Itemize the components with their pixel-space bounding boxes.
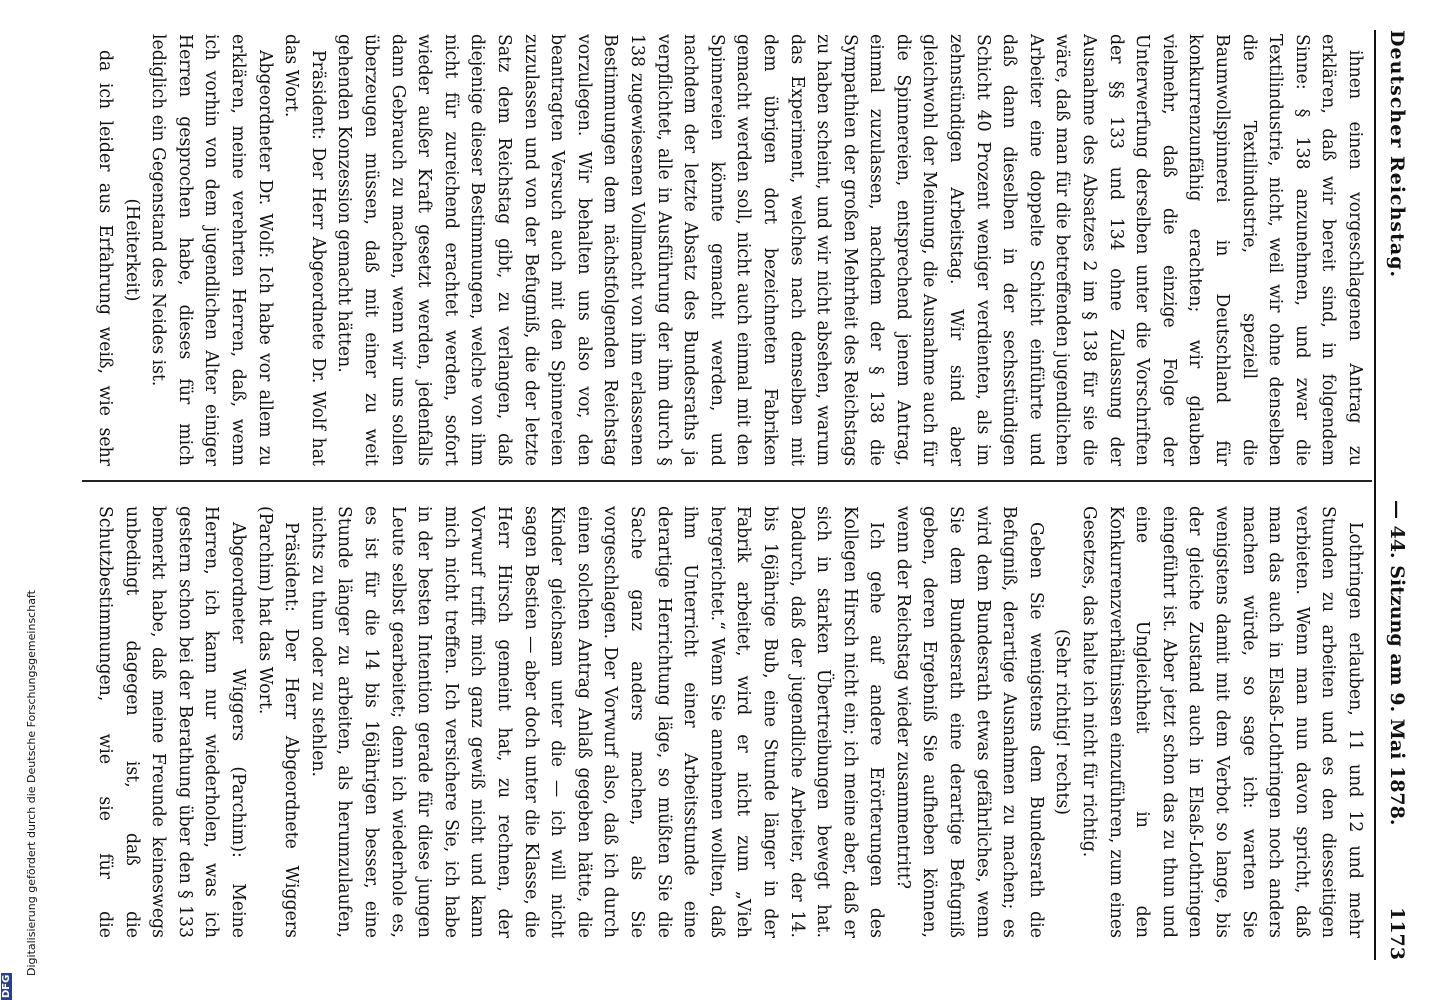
column-divider xyxy=(82,480,1372,482)
speaker-paragraph: Abgeordneter Dr. Wolf: Ich habe vor allem zu erklären, meine verehrten Herren, daß, wenn ich vorhin von dem jugendlichen Alter einiger Herren gesprochen habe, dieses für mich lediglich ein Gegenstand des Neides ist. xyxy=(148,34,275,466)
header-rule xyxy=(1374,30,1376,960)
header-title: Deutscher Reichstag. xyxy=(1386,30,1408,279)
header-session: — 44. Sitzung am 9. Mai 1878. xyxy=(1386,500,1408,826)
interjection: (Sehr richtig! rechts) xyxy=(1052,628,1073,816)
paragraph: ihnen einen vorgeschlagenen Antrag zu erklären, daß wir bereit sind, in folgendem Sinne: § 138 anzunehmen, und zwar die Textilindustrie, nicht, weil wir ohne denselben die Textilindustrie, speziell die Baumwollspinnerei in Deutschland für konkurrenzunfähig erachten; wir glauben vielmehr, daß die einzige Folge der Unterwerfung derselben unter die Vorschriften der §§ 133 und 134 ohne Zulassung der Ausnahme des Absatzes 2 im § 138 für sie die wäre, daß man für die betreffenden jugendlichen Arbeiter eine doppelte Schicht einführte und daß dann dieselben in der sechsstündigen Schicht 40 Prozent weniger verdienten, als im zehnstündigen Arbeitstag. Wir sind aber gleichwohl der Meinung, die Ausnahme auch für die Spinnereien, entsprechend jenem Antrag, einmal zuzulassen, nachdem der § 138 die Sympathien der großen Mehrheit des Reichstags zu haben scheint, und wir nicht absehen, warum das Experiment, welches nach demselben mit dem übrigen dort bezeichneten Fabriken gemacht werden soll, nicht auch einmal mit den Spinnereien könnte gemacht werden, und nachdem der letzte Absatz des Bundesraths ja verpflichtet, alle in Ausführung der ihm durch § 138 zugewiesenen Vollmacht von ihm erlassenen Bestimmungen dem nächstfolgenden Reichstag vorzulegen. Wir behalten uns also vor, den beantragten Versuch auch mit den Spinnereien zuzulassen und von der Befugniß, die der letzte Satz dem Reichstag gibt, zu verlangen, daß diejenige dieser Bestimmungen, welche von ihm nicht für zureichend erachtet werden, sofort wieder außer Kraft gesetzt werden, jedenfalls dann Gebrauch zu machen, wenn wir uns sollen überzeugen müssen, daß mit einer zu weit gehenden Konzession gemacht hätten. xyxy=(334,34,1365,466)
dfg-logo: DFG xyxy=(1,974,12,998)
speaker-paragraph: Präsident: Der Herr Abgeordnete Wiggers (Parchim) hat das Wort. xyxy=(254,506,302,938)
interjection: (Heiterkeit) xyxy=(121,198,142,302)
paragraph: Ich gehe auf andere Erörterungen des Kollegen Hirsch nicht ein; ich meine aber, daß er sich in starken Übertreibungen bewegt hat. Dadurch, daß der jugendliche Arbeiter, der 14. bis 16jährige Bub, eine Stunde länger in der Fabrik arbeitet, wird er nicht zum „Vieh hergerichtet.“ Wenn Sie annehmen wollten, daß ihm Unterricht einer Arbeitsstunde eine derartige Herrichtung läge, so müßten Sie die Sache ganz anders machen, als Sie vorgeschlagen. Der Vorwurf also, daß ich durch einen solchen Antrag Anlaß gegeben hätte, die Kinder gleichsam unter die — ich will nicht sagen Bestien — aber doch unter die Klasse, die Herr Hirsch gemeint hat, zu rechnen, der Vorwurf trifft mich ganz gewiß nicht und kann mich nicht treffen. Ich versichere Sie, ich habe in der besten Intention gerade für diese jungen Leute selbst gearbeitet; denn ich wiederhole es, es ist für die 14 bis 16jährigen besser, eine Stunde länger zu arbeiten, als herumzulaufen, nichts zu thun oder zu stehlen. xyxy=(307,506,887,938)
credit-text: Digitalisierung gefördert durch die Deutsche Forschungsgemeinschaft xyxy=(25,590,38,976)
page-number: 1173 xyxy=(1386,907,1408,960)
left-column xyxy=(88,34,1368,466)
right-column xyxy=(88,506,1368,938)
paragraph: Geben Sie wenigstens dem Bundesrath die Befugniß, derartige Ausnahmen zu machen; es wird dem Bundesrath etwas gefährliches, wenn Sie dem Bundesrath eine derartige Befugniß geben, deren Ergebniß Sie aufheben können, wenn der Reichstag wieder zusammentritt? xyxy=(892,506,1046,938)
page-header xyxy=(1380,30,1408,960)
digitization-credit xyxy=(1,590,38,1000)
speaker-paragraph: Präsident: Der Herr Abgeordnete Dr. Wolf hat das Wort. xyxy=(281,34,328,466)
speaker-paragraph: Abgeordneter Wiggers (Parchim): Meine Herren, ich kann nur wiederholen, was ich gestern schon bei der Berathung über den § 133 bemerkt habe, daß meine Freunde keineswegs unbedingt dagegen ist, daß die Schutzbestimmungen, wie sie für die xyxy=(95,506,249,938)
paragraph: Lothringen erlauben, 11 und 12 und mehr Stunden zu arbeiten und es den diesseitigen verbieten. Wenn man nun davon spricht, daß man das auch in Elsaß-Lothringen noch anders machen würde, so sage ich: warten Sie wenigstens damit mit dem Verbot so lange, bis der gleiche Zustand auch in Elsaß-Lothringen eingeführt ist. Aber jetzt schon das zu thun und eine Ungleichheit in den Konkurrenzverhältnissen einzuführen, zum eines Gesetzes, das halte ich nicht für richtig. xyxy=(1079,506,1365,938)
paragraph: da ich leider aus Erfahrung weiß, wie sehr xyxy=(95,50,116,466)
